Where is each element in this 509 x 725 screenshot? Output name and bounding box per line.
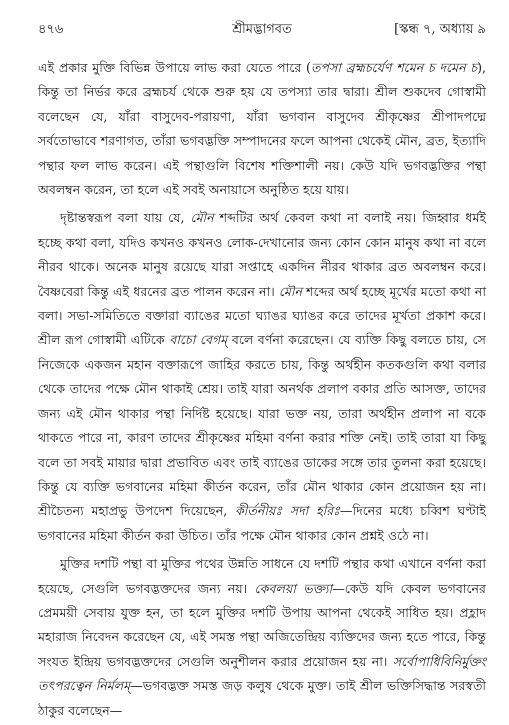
text-run: —দিনের মধ্যে চব্বিশ ঘণ্টাই ভগবানের মহিমা কীর্তন করা উচিত। তাঁর পক্ষে মৌন থাকার কোন প্রশ্নই ওঠে না। — [38, 503, 486, 543]
text-run: দৃষ্টান্তস্বরূপ বলা যায় যে, — [60, 210, 191, 226]
text-run: বলে বর্ণনা করেছেন। যে ব্যক্তি কিছু বলতে চায়, সে নিজেকে একজন মহান বক্তারূপে জাহির করতে চায়, কিন্তু অর্থহীন কতকগুলি কথা বলার থেকে তাদের পক্ষে মৌন থাকাই শ্রেয়। তাই যারা অনর্থক প্রলাপ বকার প্রতি আসক্ত, তাদের জন্য এই মৌন থাকার পন্থা নির্দিষ্ট হয়েছে। যারা ভক্ত নয়, তারা অর্থহীন প্রলাপ না বকে থাকতে পারে না, কারণ তাদের শ্রীকৃষ্ণের মহিমা বর্ণনা করার শক্তি নেই। তাই তারা যা কিছু বলে তা সবই মায়ার দ্বারা প্রভাবিত এবং তাই ব্যাঙের ডাকের সঙ্গে তার তুলনা করা হয়েছে। কিন্তু যে ব্যক্তি ভগবানের মহিমা কীর্তন করেন, তাঁর মৌন থাকার কোন প্রয়োজন হয় না। শ্রীচৈতন্য মহাপ্রভু উপদেশ দিয়েছেন, — [38, 332, 486, 519]
book-page — [38, 18, 486, 718]
page-body — [38, 56, 486, 723]
sanskrit-term: মৌন — [190, 210, 214, 226]
text-run: —কেউ যদি কেবল ভগবানের প্রেমময়ী সেবায় যুক্ত হন, তা হলে মুক্তির দশটি উপায় আপনা থেকেই সাধিত হয়। প্রহ্লাদ মহারাজ নিবেদন করেছেন যে, এই সমস্ত পন্থা অজিতেন্দ্রিয় ব্যক্তিদের জন্য হতে পারে, কিন্তু সংযত ইন্দ্রিয় ভগবদ্ভক্তদের সেগুলি অনুশীলন করার প্রয়োজন হয় না। — [38, 580, 487, 669]
sanskrit-quote: তপসা ব্রহ্মচর্যেণ শমেন চ দমেন চ — [310, 60, 478, 75]
sanskrit-term: বাচো বেগম্ — [169, 332, 228, 348]
paragraph — [38, 56, 486, 202]
paragraph — [38, 206, 486, 548]
sanskrit-quote: কেবলয়া ভক্ত্যা — [254, 580, 333, 596]
paragraph — [38, 552, 486, 723]
sanskrit-quote: সর্বোপাধিবিনির্মুক্তং তৎপরত্বেন নির্মলম্ — [38, 653, 486, 694]
book-title: শ্রীমদ্ভাগবত — [232, 22, 292, 37]
running-header — [38, 18, 486, 42]
text-run: শব্দের অর্থ হচ্ছে মূর্খের মতো কথা না বলা। সভা-সমিতিতে বক্তারা ব্যাঙের মতো ঘ্যাঙর ঘ্যাঙর করে তাদের মূর্খতা প্রকাশ করে। শ্রীল রূপ গোস্বামী এটিকে — [38, 283, 486, 348]
sanskrit-quote: কীর্তনীয়ঃ সদা হরিঃ — [234, 503, 340, 519]
text-run: মুক্তির দশটি পন্থা বা মুক্তির পথের উন্নতি সাধনে যে দশটি পন্থার কথা এখানে বর্ণনা করা হয়েছে, সেগুলি ভগবদ্ভক্তদের জন্য নয়। — [38, 556, 486, 596]
sanskrit-term: মৌন — [278, 283, 303, 299]
text-run: ), কিন্তু তা নির্ভর করে ব্রহ্মচর্য থেকে শুরু হয় যে তপস্যা তার দ্বারা। শ্রীল শুকদেব গোস্বামী বলেছেন যে, যাঁরা বাসুদেব-পরায়ণা, যাঁরা ভগবান বাসুদেব শ্রীকৃষ্ণের শ্রীপাদপদ্মে সর্বতোভাবে শরণাগত, তাঁরা ভগবদ্ভক্তি সম্পাদনের ফলে আপনা থেকেই মৌন, ব্রত, ইত্যাদি পন্থার ফল লাভ করেন। এই পন্থাগুলি বিশেষ শক্তিশালী নয়। কেউ যদি ভগবদ্ভক্তির পন্থা অবলম্বন করেন, তা হলে এই সবই অনায়াসে অনুষ্ঠিত হয়ে যায়। — [38, 60, 486, 198]
text-run: —ভগবদ্ভক্ত সমস্ত জড় কলুষ থেকে মুক্ত। তাই শ্রীল ভক্তিসিদ্ধান্ত সরস্বতী ঠাকুর বলেছেন— — [38, 678, 486, 718]
chapter-reference: [স্কন্ধ ৭, অধ্যায় ৯ — [394, 22, 486, 37]
text-run: এই প্রকার মুক্তি বিভিন্ন উপায়ে লাভ করা যেতে পারে ( — [38, 60, 311, 75]
page-number: ৪৭৬ — [38, 22, 64, 37]
text-run: শব্দটির অর্থ কেবল কথা না বলাই নয়। জিহ্বার ধর্মই হচ্ছে কথা বলা, যদিও কখনও কখনও লোক-দেখানোর জন্য কোন কোন মানুষ কথা না বলে নীরব থাকে। অনেক মানুষ রয়েছে যারা সপ্তাহে একদিন নীরব থাকার ব্রত অবলম্বন করে। বৈষ্ণবেরা কিন্তু এই ধরনের ব্রত পালন করেন না। — [38, 210, 486, 299]
